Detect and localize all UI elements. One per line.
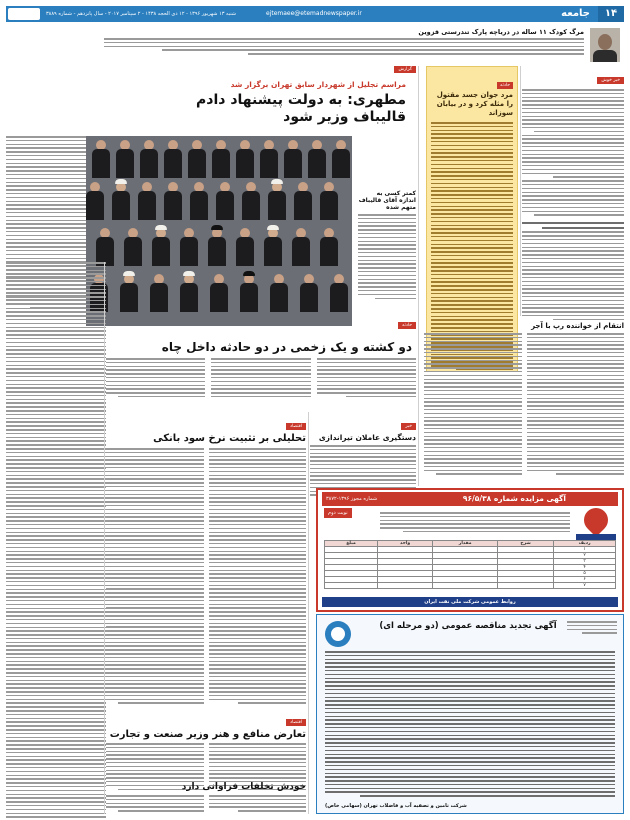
table-header: واحد	[378, 541, 433, 547]
ceremony-photo	[86, 136, 352, 326]
tender-title: آگهی تجدید مناقصه عمومی (دو مرحله ای)	[379, 621, 557, 631]
rap-story	[424, 320, 624, 477]
table-row: ۵	[325, 571, 616, 577]
tender-ad	[316, 614, 624, 814]
lead-tag: گزارش	[394, 66, 416, 73]
tender-signature: شرکت تامین و تصفیه آب و فاضلاب تهران (سهامی خاص)	[325, 803, 467, 809]
quote-column	[358, 190, 416, 301]
accident-story	[106, 322, 416, 408]
table-row: ۲	[325, 553, 616, 559]
bank-rate-story	[106, 412, 306, 706]
tender-body	[325, 651, 615, 799]
table-row: ۷	[325, 583, 616, 589]
top-news-strip	[6, 26, 624, 64]
column-divider	[104, 262, 105, 814]
police-tag: خبر	[401, 423, 416, 430]
column-divider	[308, 412, 309, 814]
table-row: ۴	[325, 565, 616, 571]
newspaper-logo	[8, 8, 40, 20]
portrait-photo	[590, 28, 620, 62]
lead-headline: مطهری: به دولت پیشنهاد دادم قالیباف وزیر شود	[196, 92, 406, 125]
column-divider	[520, 66, 521, 316]
page-number: ۱۴	[598, 6, 624, 22]
trade-story	[106, 708, 306, 792]
left-body-column	[6, 262, 106, 820]
table-header: شرح	[497, 541, 553, 547]
quote-headline: کمتر کسی به اندازه آقای قالیباف متهم شده	[358, 190, 416, 211]
right-column	[522, 66, 624, 323]
auction-number: شماره مجوز ۱۳۹۶-۳۸۷۲	[326, 496, 378, 502]
page-header	[6, 6, 624, 22]
auction-footer: روابط عمومی شرکت ملی نفت ایران	[322, 597, 618, 607]
auction-table	[324, 540, 616, 589]
auction-header	[322, 492, 618, 506]
tender-side-text	[567, 621, 617, 636]
accident-headline: دو کشته و یک زخمی در دو حادثه داخل چاه	[161, 340, 412, 354]
table-row: ۱	[325, 547, 616, 553]
section-title: جامعه	[561, 8, 590, 19]
rate-tag: اقتصاد	[286, 423, 306, 430]
email-address[interactable]: ejtemaee@etemadnewspaper.ir	[266, 10, 362, 17]
police-headline: دستگیری عاملان تیراندازی	[318, 433, 416, 442]
top-body-text	[104, 38, 584, 57]
column-divider	[418, 66, 419, 486]
rate-headline: تحلیلی بر تثبیت نرخ سود بانکی	[153, 433, 306, 444]
table-header: مبلغ	[325, 541, 378, 547]
crowd-row	[86, 228, 352, 268]
section-tag: خبر خوش	[597, 77, 624, 84]
table-header: ردیف	[554, 541, 616, 547]
auction-intro	[380, 512, 570, 535]
auction-ad	[316, 488, 624, 612]
crowd-row	[86, 274, 352, 314]
oil-company-logo	[576, 508, 616, 540]
date-line: شنبه ۱۳ شهریور ۱۳۹۶ - ۱۲ ذی الحجه ۱۴۳۸ - ۲ سپتامبر ۲۰۱۷ - سال پانزدهم - شماره ۳۸۸۹	[46, 11, 236, 17]
violations-headline: خودش تخلفات فراوانی دارد	[181, 782, 306, 792]
auction-badge: نوبت دوم	[324, 508, 352, 518]
water-company-logo	[325, 621, 351, 647]
accident-tag: حادثه	[398, 322, 416, 329]
highlight-headline: مرد جوان جسد مقتول را مثله کرد و در بیابان سوزاند	[436, 91, 513, 117]
crowd-row	[86, 182, 352, 222]
crowd-row	[86, 140, 352, 180]
table-header: مقدار	[433, 541, 498, 547]
top-headline: مرگ کودک ۱۱ ساله در دریاچه پارک تندرستی قزوین	[418, 28, 584, 36]
auction-title: آگهی مزایده شماره ۹۶/۵/۳۸	[462, 494, 566, 503]
highlight-tag: حادثه	[497, 82, 513, 89]
rap-headline: انتقام از خواننده رپ با آجر	[531, 322, 624, 330]
trade-headline: تعارض منافع و هنر وزیر صنعت و تجارت	[109, 729, 306, 740]
table-row: ۳	[325, 559, 616, 565]
trade-tag: اقتصاد	[286, 719, 306, 726]
violations-story	[106, 782, 306, 814]
lead-kicker: مراسم تجلیل از شهردار سابق تهران برگزار شد	[230, 80, 406, 89]
table-row: ۶	[325, 577, 616, 583]
